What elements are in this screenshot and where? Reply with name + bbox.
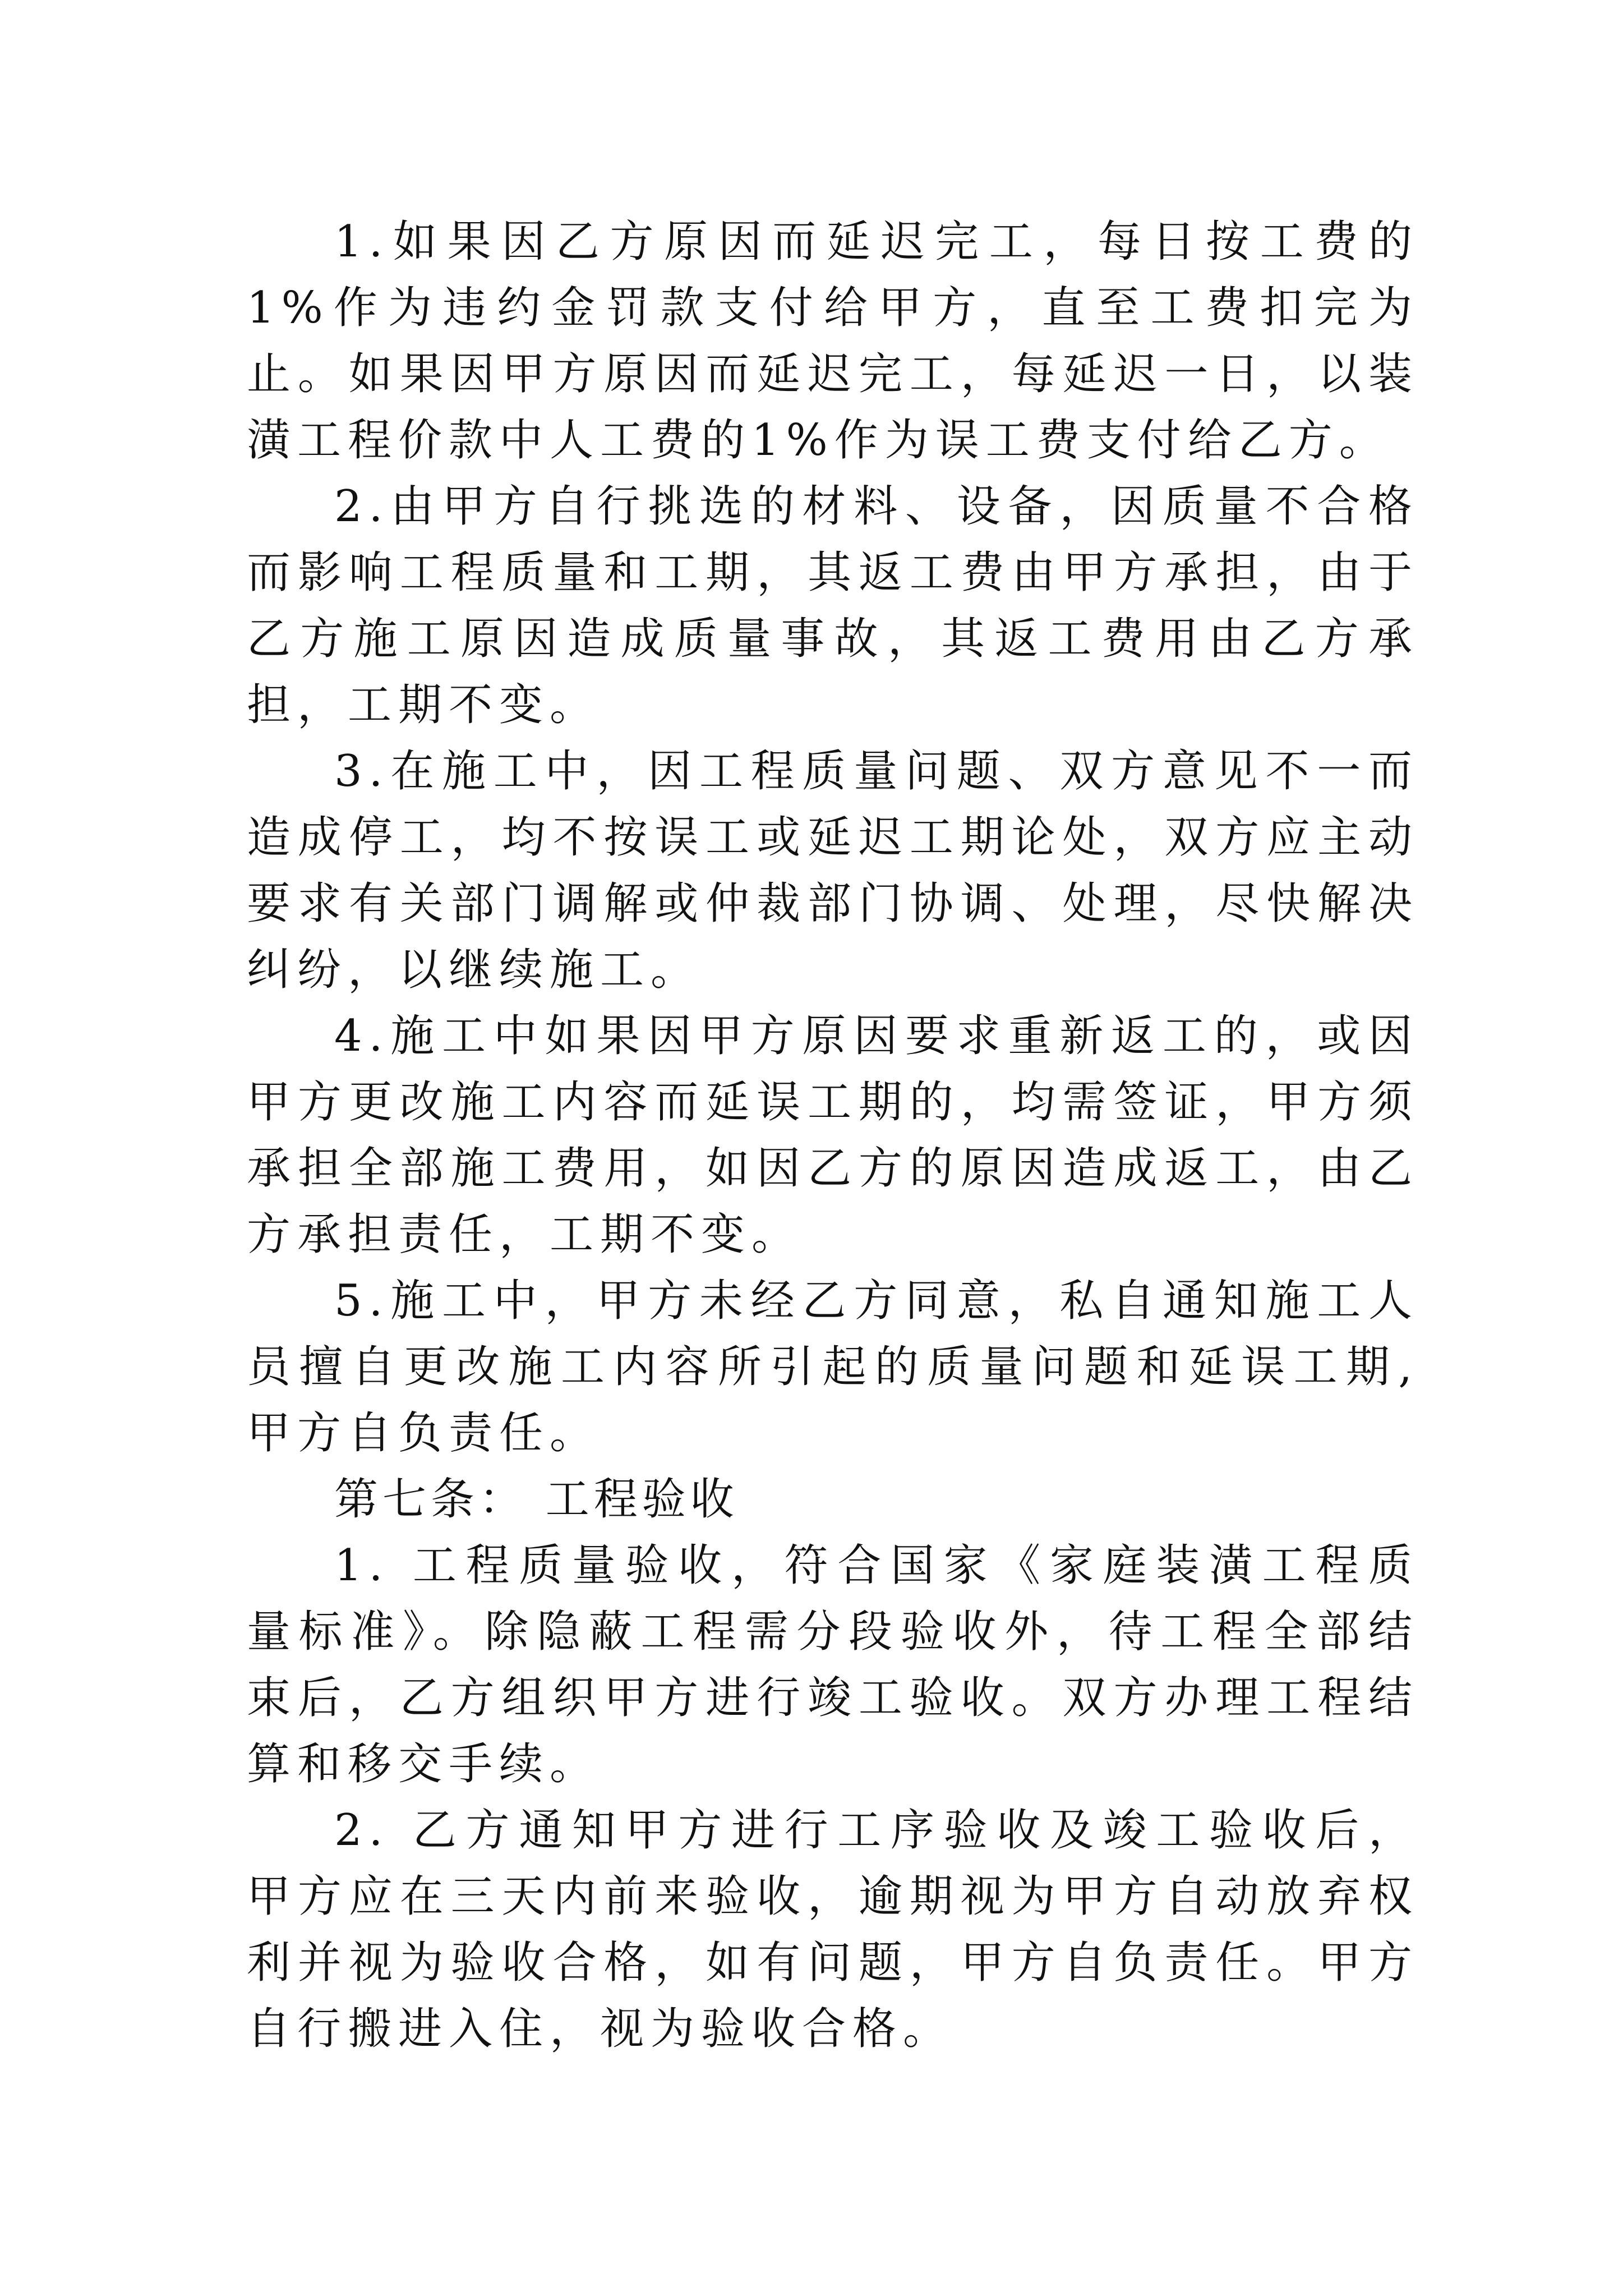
paragraph-2: 2.由甲方自行挑选的材料、设备，因质量不合格而影响工程质量和工期，其返工费由甲方承担，由于乙方施工原因造成质量事故，其返工费用由乙方承担，工期不变。 (247, 481, 1419, 730)
paragraph-5: 5.施工中，甲方未经乙方同意，私自通知施工人员擅自更改施工内容所引起的质量问题和延误工期,甲方自负责任。 (247, 1276, 1419, 1458)
paragraph-4: 4.施工中如果因甲方原因要求重新返工的，或因甲方更改施工内容而延误工期的，均需签证，甲方须承担全部施工费用，如因乙方的原因造成返工，由乙方承担责任，工期不变。 (247, 1011, 1419, 1260)
document-body (247, 209, 1419, 2062)
section-paragraph-1: 1. 工程质量验收，符合国家《家庭装潢工程质量标准》。除隐蔽工程需分段验收外，待工程全部结束后，乙方组织甲方进行竣工验收。双方办理工程结算和移交手续。 (247, 1540, 1419, 1789)
paragraph-3: 3.在施工中，因工程质量问题、双方意见不一而造成停工，均不按误工或延迟工期论处，双方应主动要求有关部门调解或仲裁部门协调、处理，尽快解决纠纷，以继续施工。 (247, 746, 1419, 995)
section-paragraph-2: 2. 乙方通知甲方进行工序验收及竣工验收后，甲方应在三天内前来验收，逾期视为甲方自动放弃权利并视为验收合格，如有问题，甲方自负责任。甲方自行搬进入住，视为验收合格。 (247, 1805, 1419, 2054)
section-heading: 第七条： 工程验收 (334, 1474, 739, 1525)
paragraph-1: 1.如果因乙方原因而延迟完工，每日按工费的1%作为违约金罚款支付给甲方，直至工费扣完为止。如果因甲方原因而延迟完工，每延迟一日，以装潢工程价款中人工费的1%作为误工费支付给乙方。 (247, 217, 1419, 466)
